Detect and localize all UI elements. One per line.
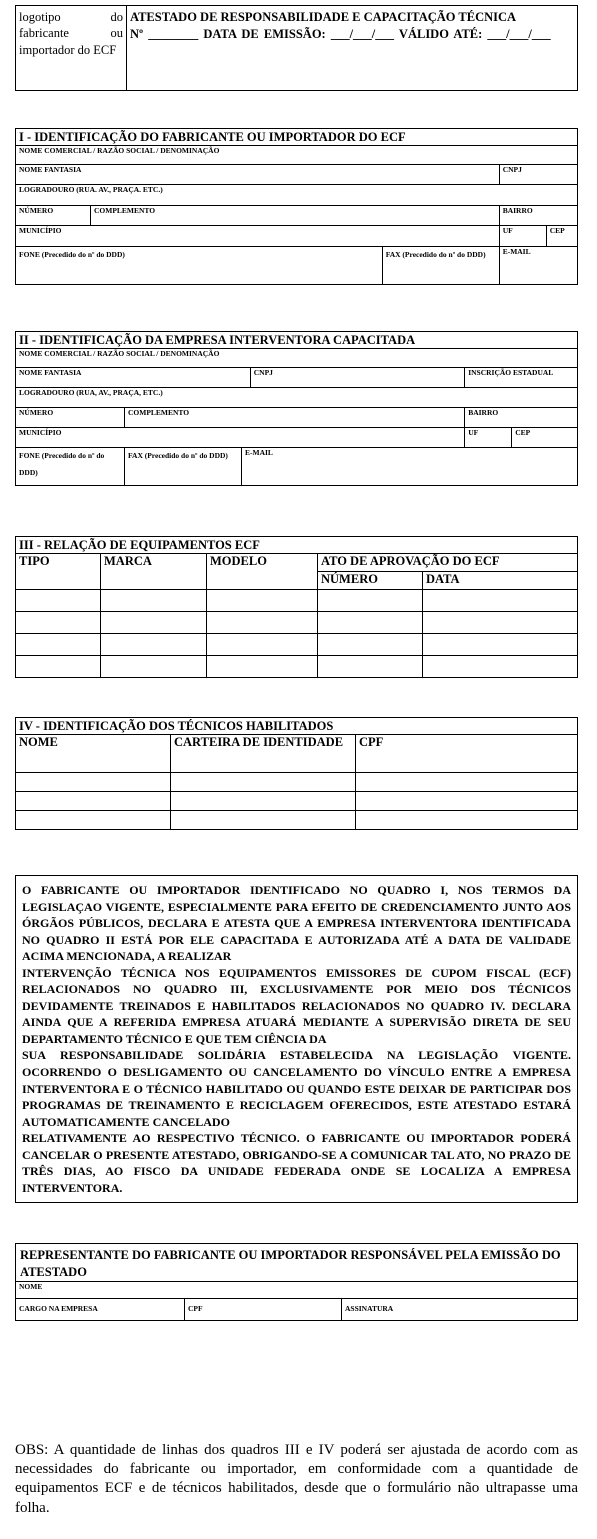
col-marca: MARCA — [101, 554, 207, 590]
document-title: ATESTADO DE RESPONSABILIDADE E CAPACITAÇÃO TÉCNICA — [130, 10, 517, 24]
equipment-table — [15, 553, 578, 678]
email-field[interactable]: E-MAIL — [242, 448, 578, 486]
col-ato: ATO DE APROVAÇÃO DO ECF — [318, 554, 578, 572]
table-row — [16, 656, 578, 678]
table-row — [16, 590, 578, 612]
declaration-paragraph-2: INTERVENÇÃO TÉCNICA NOS EQUIPAMENTOS EMISSORES DE CUPOM FISCAL (ECF) RELACIONADOS NO QUADRO III, EXCLUSIVAMENTE POR MEIO DOS TÉCNICOS DEVIDAMENTE TREINADOS E HABILITADOS RELACIONADOS NO QUADRO IV. DECLARA AINDA QUE A REFERIDA EMPRESA ATUARÁ MEDIANTE A SUPERVISÃO DIRETA DE SEU DEPARTAMENTO TÉCNICO E QUE TEM CIÊNCIA DA — [22, 965, 571, 1046]
fantasia-field[interactable]: NOME FANTASIA — [16, 368, 251, 388]
numero-field[interactable]: NÚMERO — [16, 206, 91, 226]
table-row — [16, 612, 578, 634]
col-numero: NÚMERO — [318, 572, 423, 590]
declaration-paragraph-4: RELATIVAMENTE AO RESPECTIVO TÉCNICO. O FABRICANTE OU IMPORTADOR PODERÁ CANCELAR O PRESENTE ATESTADO, OBRIGANDO-SE A COMUNICAR TAL ATO, NO PRAZO DE TRÊS DIAS, AO FISCO DA UNIDADE FEDERADA ONDE SE LOCALIZA A EMPRESA INTERVENTORA. — [22, 1131, 571, 1195]
fax-field[interactable]: FAX (Precedido do nº do DDD) — [125, 448, 242, 486]
fone-field[interactable]: FONE (Precedido do nº do DDD) — [16, 247, 383, 285]
declaration-paragraph-1: O FABRICANTE OU IMPORTADOR IDENTIFICADO NO QUADRO I, NOS TERMOS DA LEGISLAÇAO VIGENTE, ESPECIALMENTE PARA EFEITO DE CREDENCIAMENTO JUNTO AOS ÓRGÃOS PÚBLICOS, DECLARA E ATESTA QUE A EMPRESA INTERVENTORA IDENTIFICADA NO QUADRO II ESTÁ POR ELE CAPACITADA E AUTORIZADA ATÉ A DATA DE VALIDADE ACIMA MENCIONADA, A REALIZAR — [22, 883, 571, 964]
col-tipo: TIPO — [16, 554, 101, 590]
representative-title: REPRESENTANTE DO FABRICANTE OU IMPORTADOR RESPONSÁVEL PELA EMISSÃO DO ATESTADO — [15, 1243, 578, 1281]
numero-field[interactable]: NÚMERO — [16, 408, 125, 428]
col-cpf: CPF — [356, 735, 578, 773]
section-2 — [15, 331, 578, 486]
complemento-field[interactable]: COMPLEMENTO — [125, 408, 465, 428]
rep-cpf-field[interactable]: CPF — [185, 1299, 342, 1321]
section-3-title: III - RELAÇÃO DE EQUIPAMENTOS ECF — [15, 536, 578, 553]
table-row — [16, 634, 578, 656]
obs-note: OBS: A quantidade de linhas dos quadros III e IV poderá ser ajustada de acordo com as necessidades do fabricante ou importador, em conformidade com a quantidade de equipamentos ECF e de técnicos habilitados, desde que o formulário não ultrapasse uma folha. — [15, 1442, 578, 1516]
table-row — [16, 792, 578, 811]
rep-assinatura-field[interactable]: ASSINATURA — [342, 1299, 578, 1321]
rep-nome-field[interactable]: NOME — [16, 1282, 578, 1299]
cnpj-field[interactable]: CNPJ — [250, 368, 464, 388]
bairro-field[interactable]: BAIRRO — [465, 408, 578, 428]
rep-cargo-field[interactable]: CARGO NA EMPRESA — [16, 1299, 185, 1321]
fone-field[interactable]: FONE (Precedido do nº do DDD) — [16, 448, 125, 486]
header-title-cell — [127, 6, 578, 91]
uf-field[interactable]: UF — [499, 226, 546, 247]
section-1-title: I - IDENTIFICAÇÃO DO FABRICANTE OU IMPORTADOR DO ECF — [15, 128, 578, 145]
section-3 — [15, 536, 578, 678]
logradouro-field[interactable]: LOGRADOURO (RUA. AV., PRAÇA. ETC.) — [16, 185, 578, 206]
section-4 — [15, 717, 578, 830]
technicians-table — [15, 734, 578, 830]
cnpj-field[interactable]: CNPJ — [499, 165, 577, 185]
fantasia-field[interactable]: NOME FANTASIA — [16, 165, 500, 185]
col-nome: NOME — [16, 735, 171, 773]
representative-section — [15, 1243, 578, 1321]
complemento-field[interactable]: COMPLEMENTO — [91, 206, 500, 226]
uf-field[interactable]: UF — [465, 428, 512, 448]
logo-cell-text: logotipo do fabricante ou importador do ECF — [19, 10, 123, 57]
ie-field[interactable]: INSCRIÇÃO ESTADUAL — [465, 368, 578, 388]
col-carteira: CARTEIRA DE IDENTIDADE — [171, 735, 356, 773]
bairro-field[interactable]: BAIRRO — [499, 206, 577, 226]
cep-field[interactable]: CEP — [546, 226, 577, 247]
issue-line: Nº ________ DATA DE EMISSÃO: ___/___/___ VÁLIDO ATÉ: ___/___/___ — [130, 26, 551, 41]
declaration-box — [15, 875, 578, 1203]
table-row — [16, 811, 578, 830]
section-4-title: IV - IDENTIFICAÇÃO DOS TÉCNICOS HABILITADOS — [15, 717, 578, 734]
section-1-table — [15, 145, 578, 285]
municipio-field[interactable]: MUNICÍPIO — [16, 428, 465, 448]
declaration-paragraph-3: SUA RESPONSABILIDADE SOLIDÁRIA ESTABELECIDA NA LEGISLAÇÃO VIGENTE. OCORRENDO O DESLIGAMENTO OU CANCELAMENTO DO VÍNCULO ENTRE A EMPRESA INTERVENTORA E O TÉCNICO HABILITADO OU QUANDO ESTE DEIXAR DE PARTICIPAR DOS PROGRAMAS DE TREINAMENTO E RECICLAGEM OFERECIDOS, ESTE ATESTADO ESTARÁ AUTOMATICAMENTE CANCELADO — [22, 1048, 571, 1129]
razao-field[interactable]: NOME COMERCIAL / RAZÃO SOCIAL / DENOMINAÇÃO — [16, 146, 578, 165]
section-2-title: II - IDENTIFICAÇÃO DA EMPRESA INTERVENTORA CAPACITADA — [15, 331, 578, 348]
logo-placeholder — [16, 6, 127, 91]
razao-field[interactable]: NOME COMERCIAL / RAZÃO SOCIAL / DENOMINAÇÃO — [16, 349, 578, 368]
table-row — [16, 773, 578, 792]
municipio-field[interactable]: MUNICÍPIO — [16, 226, 500, 247]
logradouro-field[interactable]: LOGRADOURO (RUA, AV., PRAÇA, ETC.) — [16, 388, 578, 408]
section-1 — [15, 128, 578, 285]
fax-field[interactable]: FAX (Precedido do nº do DDD) — [382, 247, 499, 285]
col-modelo: MODELO — [207, 554, 318, 590]
section-2-table — [15, 348, 578, 486]
col-data: DATA — [423, 572, 578, 590]
representative-table — [15, 1281, 578, 1321]
cep-field[interactable]: CEP — [512, 428, 578, 448]
header-table — [15, 5, 578, 91]
email-field[interactable]: E-MAIL — [499, 247, 577, 285]
